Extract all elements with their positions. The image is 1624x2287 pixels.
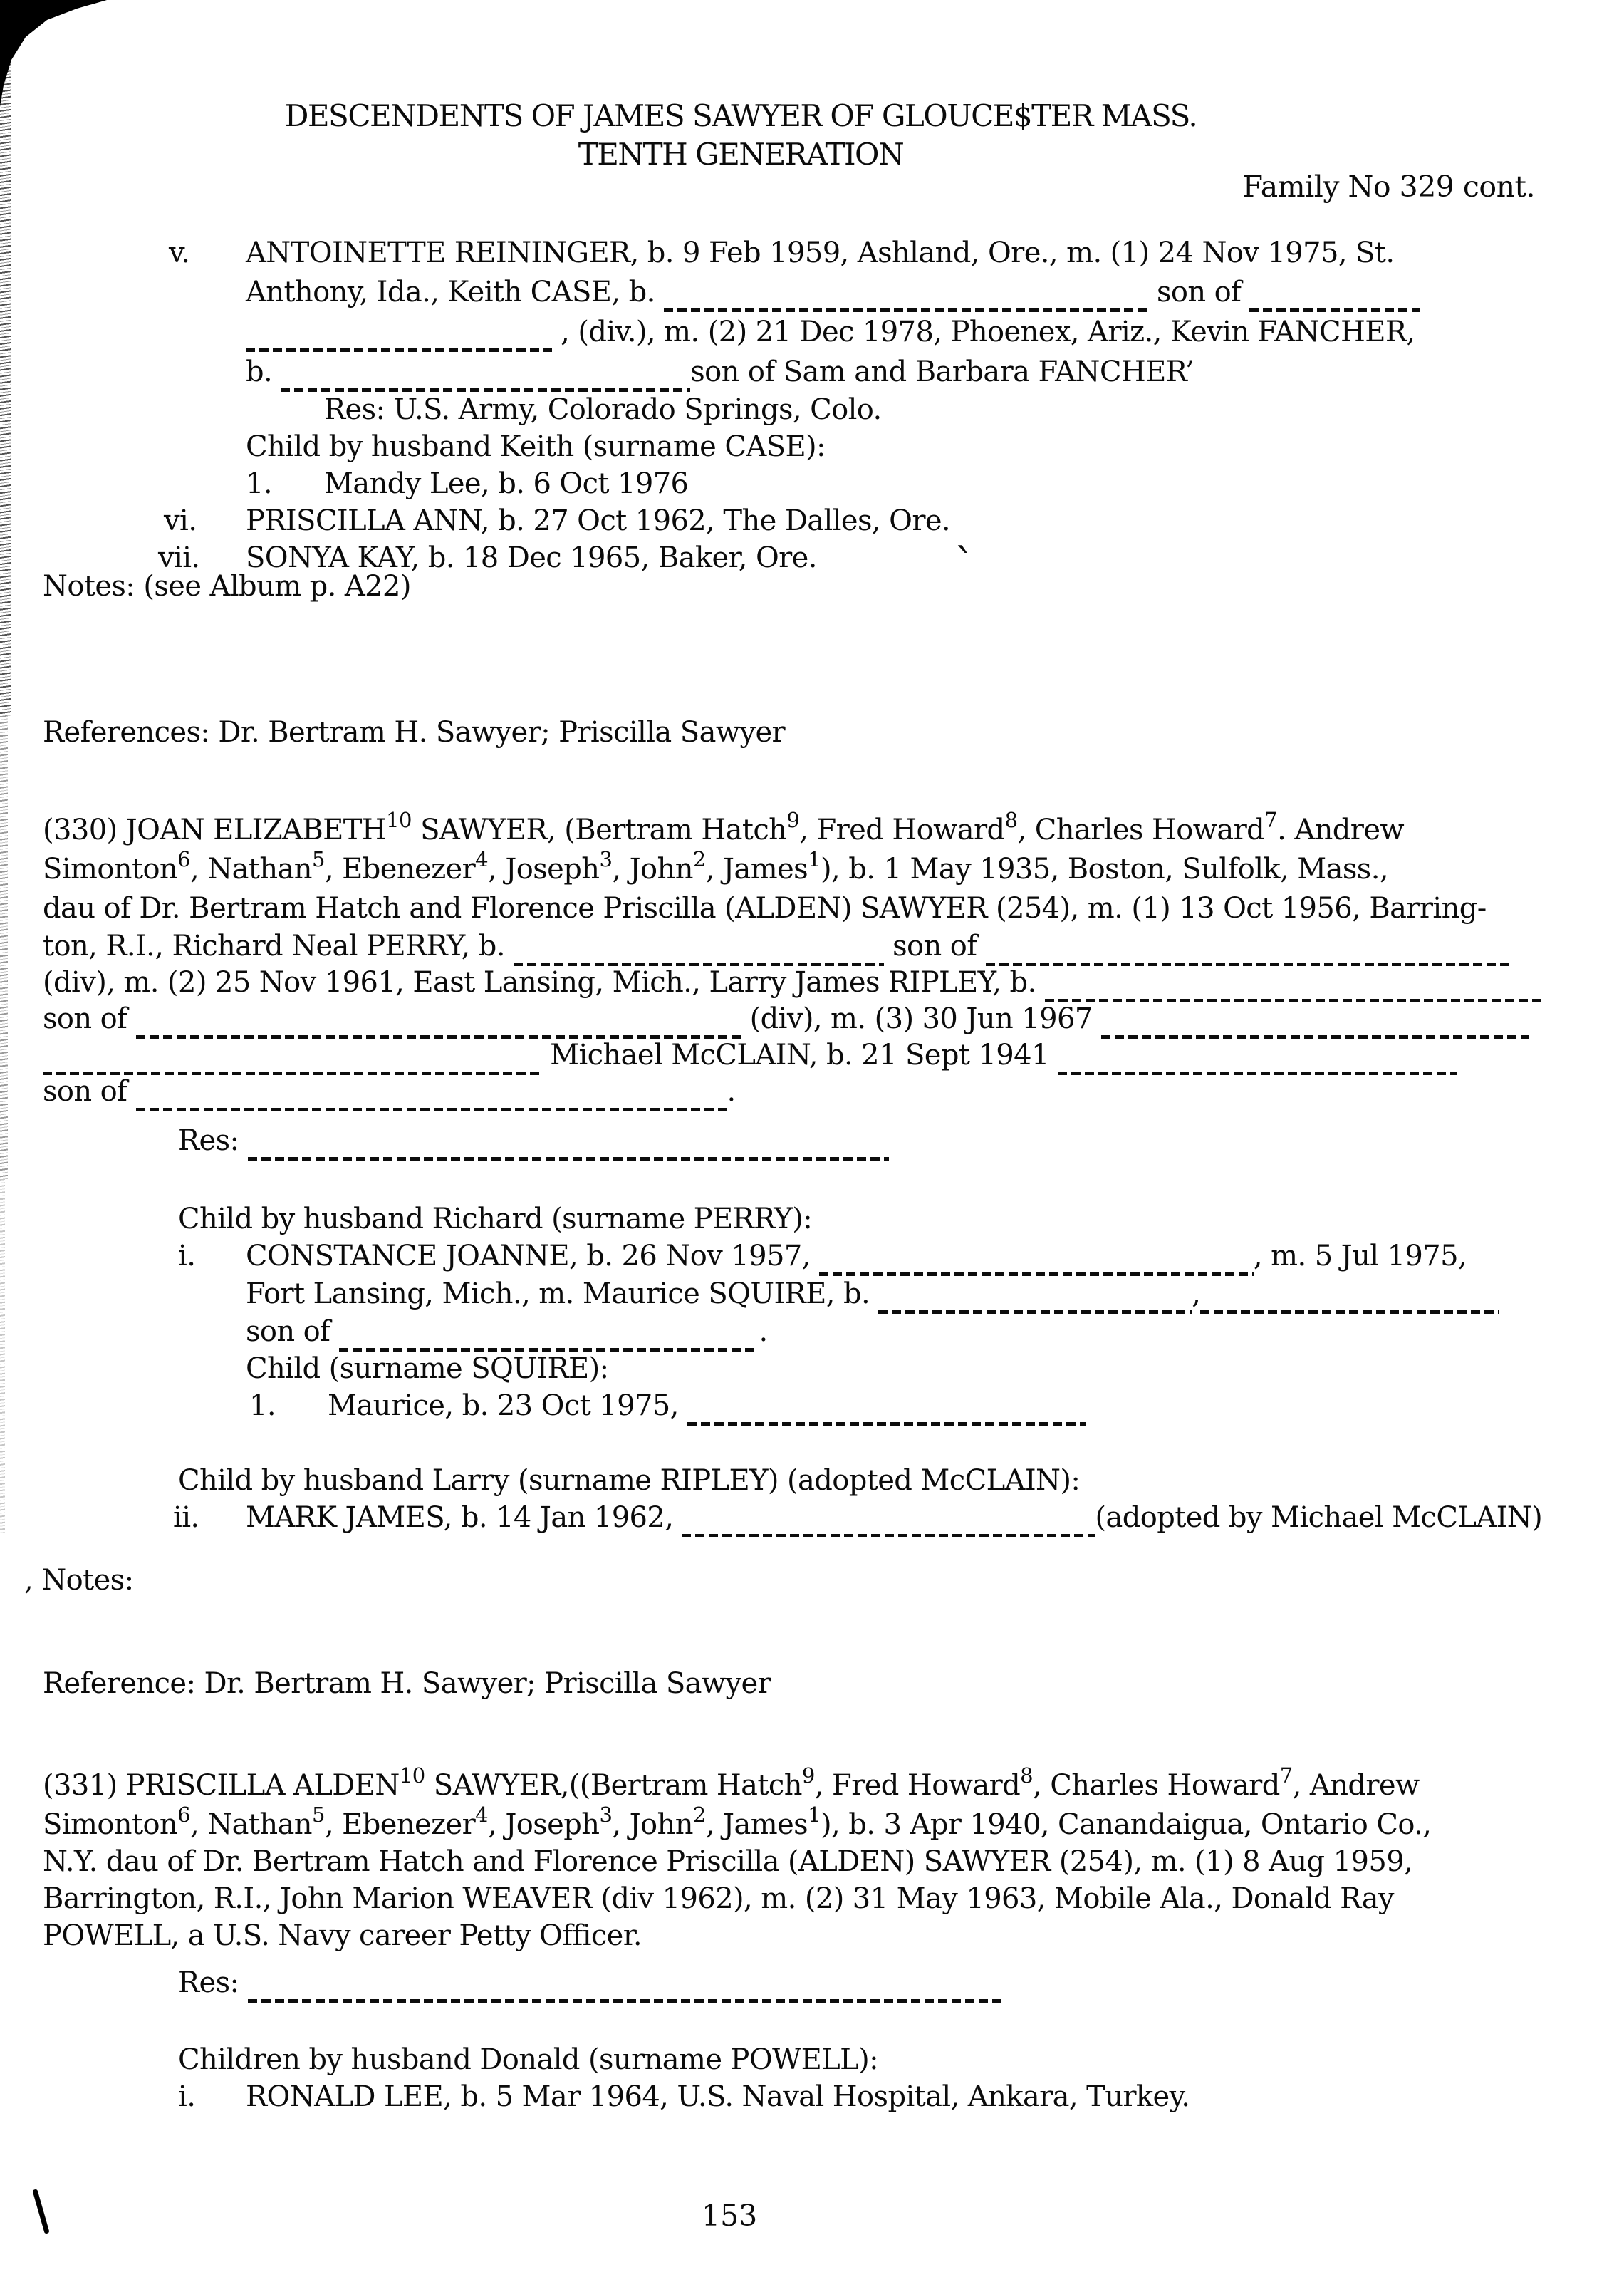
text-run: ,: [24, 1564, 42, 1597]
blank-field: [1045, 990, 1544, 1002]
text-run: Child by husband Larry (surname RIPLEY) (adopted McCLAIN):: [178, 1464, 1081, 1497]
entry-330-line7: [43, 1039, 1457, 1075]
generation-superscript: 7: [1264, 808, 1278, 832]
item-label: vi.: [164, 504, 197, 537]
blank-field: [514, 953, 884, 966]
generation-superscript: 6: [177, 847, 191, 871]
blank-field: [281, 379, 690, 392]
entry-330-line3: [43, 892, 1487, 925]
text-run: Maurice, b. 23 Oct 1975,: [328, 1389, 687, 1422]
child-constance-line3: [246, 1315, 768, 1352]
family-number-note: Family No 329 cont.: [1242, 170, 1535, 204]
text-run: RONALD LEE, b. 5 Mar 1964, U.S. Naval Hospital, Ankara, Turkey.: [246, 2080, 1190, 2113]
notes-line-1: [43, 570, 411, 603]
entry-v-line3: [246, 316, 1415, 352]
text-run: b.: [246, 356, 281, 388]
entry-331-line5: [43, 1919, 642, 1952]
generation-superscript: 9: [786, 808, 800, 832]
text-run: , Charles Howard: [1017, 814, 1265, 846]
text-run: son of: [43, 1075, 136, 1108]
entry-331-line2: [43, 1803, 1432, 1843]
generation-superscript: 2: [692, 847, 706, 871]
text-run: Child (surname SQUIRE):: [246, 1352, 609, 1385]
text-run: (div), m. (3) 30 Jun 1967: [741, 1002, 1101, 1035]
text-run: dau of Dr. Bertram Hatch and Florence Priscilla (ALDEN) SAWYER (254), m. (1) 13 Oct 1956, Barring-: [43, 892, 1487, 925]
entry-v-line2: [246, 276, 1420, 312]
generation-superscript: 7: [1279, 1763, 1293, 1788]
generation-superscript: 5: [311, 1803, 325, 1827]
text-run: Res:: [178, 1966, 248, 1999]
scan-artifact-left-edge: [0, 716, 8, 1179]
text-run: ,: [1192, 1277, 1201, 1310]
text-run: ANTOINETTE REININGER, b. 9 Feb 1959, Ashland, Ore., m. (1) 24 Nov 1975, St.: [246, 237, 1395, 269]
text-run: Barrington, R.I., John Marion WEAVER (div 1962), m. (2) 31 May 1963, Mobile Ala., Donald Ray: [43, 1882, 1394, 1915]
entry-v-child1: [246, 467, 689, 500]
generation-superscript: 8: [1004, 808, 1018, 832]
text-run: , Nathan: [190, 853, 312, 886]
generation-superscript: 3: [599, 1803, 613, 1827]
children-larry-heading: [178, 1464, 1080, 1497]
reference-line-2: [43, 1667, 771, 1700]
text-run: Res:: [178, 1124, 248, 1157]
blank-field: [248, 1990, 1003, 2003]
child-ronald: [178, 2080, 1190, 2113]
blank-field: [136, 1099, 727, 1111]
generation-superscript: 4: [475, 1803, 489, 1827]
text-run: , (div.), m. (2) 21 Dec 1978, Phoenex, Ariz., Kevin FANCHER,: [552, 316, 1415, 348]
text-run: ), b. 3 Apr 1940, Canandaigua, Ontario Co.,: [821, 1808, 1432, 1841]
text-run: , Fred Howard: [814, 1769, 1021, 1802]
item-label: 1.: [249, 1389, 276, 1422]
entry-v-children-heading: [246, 430, 826, 463]
entry-330-line8: [43, 1075, 736, 1111]
text-run: , John: [612, 1808, 693, 1841]
text-run: CONSTANCE JOANNE, b. 26 Nov 1957,: [246, 1240, 819, 1272]
blank-field: [339, 1339, 759, 1352]
text-run: , Joseph: [488, 1808, 600, 1841]
entry-330-line1: [43, 808, 1405, 849]
entry-v-line4: [246, 356, 1194, 392]
children-donald-heading: [178, 2043, 878, 2076]
text-run: ton, R.I., Richard Neal PERRY, b.: [43, 930, 514, 963]
entry-v-line1: [169, 237, 1395, 269]
text-run: , James: [705, 1808, 808, 1841]
entry-330-res: [178, 1124, 889, 1161]
text-run: .: [759, 1315, 768, 1348]
text-run: .: [727, 1075, 736, 1108]
text-run: Reference: Dr. Bertram H. Sawyer; Priscilla Sawyer: [43, 1667, 771, 1700]
child-squire-heading: [246, 1352, 609, 1385]
document-subtitle: TENTH GENERATION: [578, 137, 904, 172]
text-run: PRISCILLA ANN, b. 27 Oct 1962, The Dalles, Ore.: [246, 504, 951, 537]
text-run: Simonton: [43, 1808, 178, 1841]
text-run: son of: [43, 1002, 136, 1035]
text-run: MARK JAMES, b. 14 Jan 1962,: [246, 1501, 682, 1534]
item-label: ii.: [173, 1501, 199, 1534]
entry-v-res: [324, 393, 882, 426]
text-run: Res: U.S. Army, Colorado Springs, Colo.: [324, 393, 882, 426]
references-line-1: [43, 716, 785, 749]
blank-field: [986, 953, 1509, 966]
entry-330-line4: [43, 930, 1509, 966]
text-run: son of: [883, 930, 986, 963]
scan-artifact-corner: [0, 0, 107, 107]
blank-field: [1058, 1062, 1457, 1075]
text-run: , Andrew: [1292, 1769, 1420, 1802]
text-run: Children by husband Donald (surname POWELL):: [178, 2043, 878, 2076]
entry-331-line1: [43, 1763, 1420, 1804]
item-label: i.: [178, 1240, 196, 1272]
text-run: , Fred Howard: [799, 814, 1005, 846]
entry-330-line6: [43, 1002, 1529, 1039]
blank-field: [136, 1026, 741, 1039]
entry-330-line5: [43, 966, 1544, 1002]
text-run: (adopted by Michael McCLAIN): [1095, 1501, 1543, 1534]
generation-superscript: 10: [399, 1763, 425, 1788]
text-run: Fort Lansing, Mich., m. Maurice SQUIRE, b.: [246, 1277, 879, 1310]
text-run: Child by husband Richard (surname PERRY):: [178, 1203, 813, 1235]
text-run: Simonton: [43, 853, 178, 886]
text-run: . Andrew: [1277, 814, 1405, 846]
text-run: Michael McCLAIN, b. 21 Sept 1941: [541, 1039, 1058, 1072]
entry-vi: [164, 504, 951, 537]
text-run: , James: [705, 853, 808, 886]
text-run: , m. 5 Jul 1975,: [1253, 1240, 1467, 1272]
text-run: References: Dr. Bertram H. Sawyer; Priscilla Sawyer: [43, 716, 786, 749]
generation-superscript: 5: [311, 847, 325, 871]
entry-330-line2: [43, 847, 1388, 888]
text-run: POWELL, a U.S. Navy career Petty Officer.: [43, 1919, 642, 1952]
text-run: son of: [246, 1315, 339, 1348]
text-run: , Joseph: [488, 853, 600, 886]
text-run: son of Sam and Barbara FANCHER’: [690, 356, 1194, 388]
scan-artifact-left-edge: [0, 1179, 5, 1535]
text-run: Mandy Lee, b. 6 Oct 1976: [324, 467, 689, 500]
blank-field: [687, 1413, 1086, 1426]
text-run: SONYA KAY, b. 18 Dec 1965, Baker, Ore.: [246, 541, 817, 574]
blank-field: [1101, 1026, 1529, 1039]
blank-field: [43, 1062, 541, 1075]
blank-field: [1200, 1301, 1499, 1314]
item-label: vii.: [158, 541, 200, 574]
child-mark-james: [173, 1501, 1543, 1537]
blank-field: [246, 339, 552, 352]
text-run: Anthony, Ida., Keith CASE, b.: [246, 276, 664, 308]
blank-field: [819, 1263, 1254, 1276]
generation-superscript: 2: [692, 1803, 706, 1827]
generation-superscript: 10: [386, 808, 412, 832]
generation-superscript: 3: [599, 847, 613, 871]
text-run: son of: [1147, 276, 1250, 308]
text-run: Notes:: [41, 1564, 134, 1597]
generation-superscript: 6: [177, 1803, 191, 1827]
blank-field: [682, 1525, 1095, 1537]
blank-field: [1249, 299, 1420, 312]
children-richard-heading: [178, 1203, 812, 1235]
entry-331-res: [178, 1966, 1003, 2003]
entry-331-line3: [43, 1845, 1412, 1878]
blank-field: [878, 1301, 1192, 1314]
blank-field: [248, 1148, 889, 1161]
text-run: (331) PRISCILLA ALDEN: [43, 1769, 400, 1802]
text-run: , Ebenezer: [324, 853, 476, 886]
generation-superscript: 8: [1020, 1763, 1034, 1788]
text-run: , John: [612, 853, 693, 886]
text-run: N.Y. dau of Dr. Bertram Hatch and Florence Priscilla (ALDEN) SAWYER (254), m. (1) 8 Aug 1959,: [43, 1845, 1413, 1878]
child-constance-line2: [246, 1277, 1499, 1314]
pen-stroke-mark: [32, 2189, 49, 2234]
entry-331-line4: [43, 1882, 1394, 1915]
generation-superscript: 1: [808, 847, 821, 871]
text-run: (div), m. (2) 25 Nov 1961, East Lansing, Mich., Larry James RIPLEY, b.: [43, 966, 1045, 999]
item-label: i.: [178, 2080, 196, 2113]
text-run: SAWYER,((Bertram Hatch: [425, 1769, 802, 1802]
item-label: v.: [169, 237, 190, 269]
text-run: Notes: (see Album p. A22): [43, 570, 411, 603]
text-run: , Nathan: [190, 1808, 312, 1841]
item-label: 1.: [246, 467, 272, 500]
text-run: ), b. 1 May 1935, Boston, Sulfolk, Mass.,: [821, 853, 1388, 886]
page-number: 153: [702, 2199, 758, 2233]
generation-superscript: 4: [475, 847, 489, 871]
document-title: DESCENDENTS OF JAMES SAWYER OF GLOUCE$TER MASS.: [284, 98, 1197, 133]
text-run: SAWYER, (Bertram Hatch: [412, 814, 787, 846]
text-run: , Charles Howard: [1033, 1769, 1280, 1802]
blank-field: [664, 299, 1148, 312]
stray-tick-mark: `: [954, 540, 975, 588]
child-squire-1: [249, 1389, 1086, 1426]
text-run: (330) JOAN ELIZABETH: [43, 814, 387, 846]
text-run: Child by husband Keith (surname CASE):: [246, 430, 826, 463]
text-run: , Ebenezer: [324, 1808, 476, 1841]
generation-superscript: 9: [801, 1763, 815, 1788]
notes-line-2: [24, 1564, 133, 1597]
child-constance-line1: [178, 1240, 1467, 1276]
generation-superscript: 1: [808, 1803, 821, 1827]
